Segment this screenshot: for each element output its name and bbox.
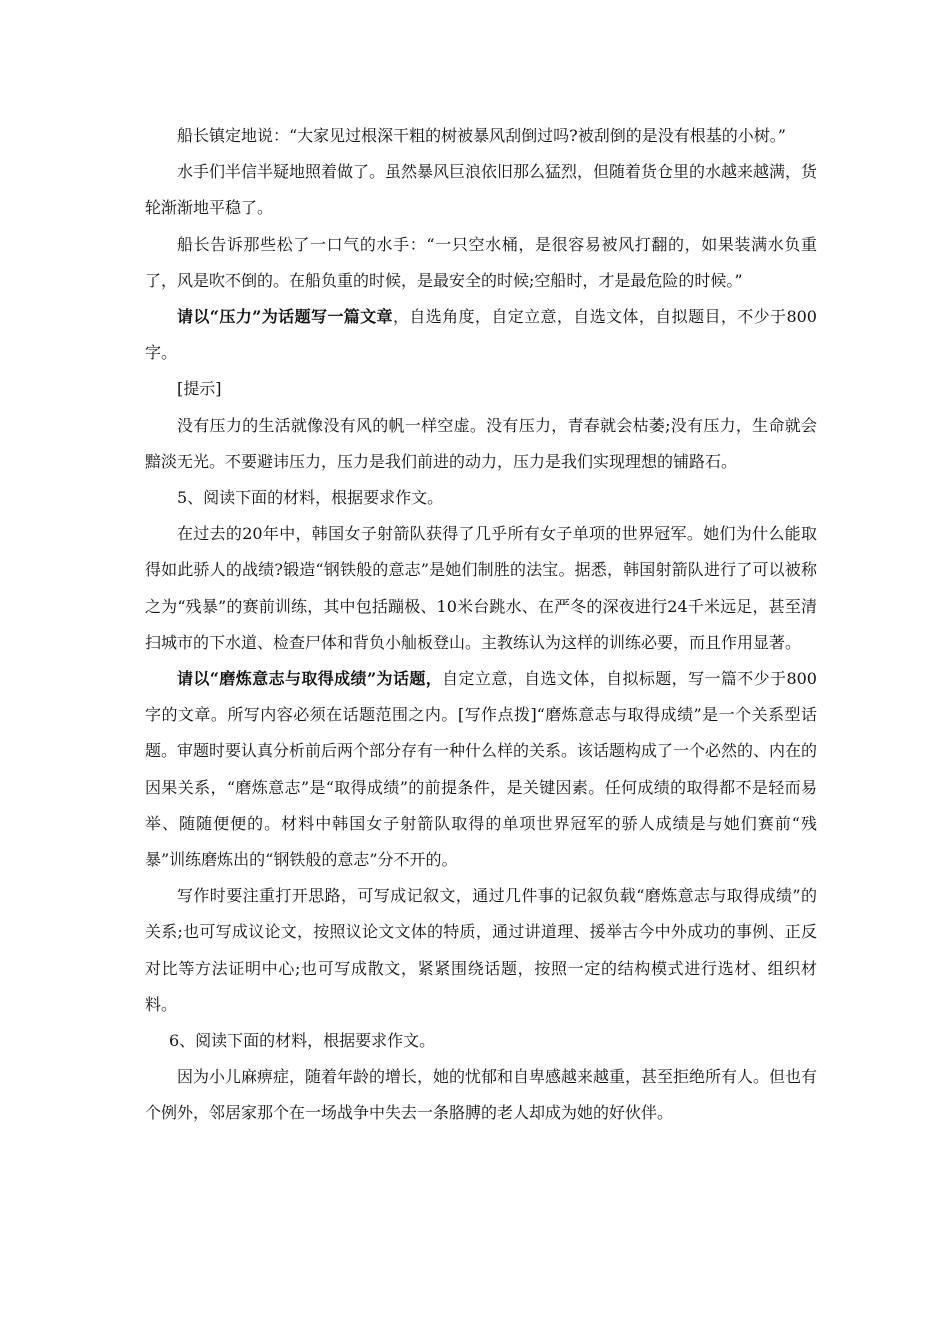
paragraph-2	[145, 154, 817, 226]
paragraph-9-prompt	[145, 661, 817, 878]
paragraph-1-text: 船长镇定地说：“大家见过根深干粗的树被暴风刮倒过吗?被刮倒的是没有根基的小树。”	[177, 126, 786, 145]
paragraph-2-text: 水手们半信半疑地照着做了。虽然暴风巨浪依旧那么猛烈，但随着货仓里的水越来越满，货轮渐渐地平稳了。	[145, 162, 818, 218]
paragraph-10	[145, 878, 817, 1023]
paragraph-8-text: 在过去的20年中，韩国女子射箭队获得了几乎所有女子单项的世界冠军。她们为什么能取得如此骄人的战绩?锻造“钢铁般的意志”是她们制胜的法宝。据悉，韩国射箭队进行了可以被称之为“残暴”的赛前训练，其中包括蹦极、10米台跳水、在严冬的深夜进行24千米远足，甚至清扫城市的下水道、检查尸体和背负小舢板登山。主教练认为这样的训练必要，而且作用显著。	[145, 524, 817, 652]
paragraph-11-text: 6、阅读下面的材料，根据要求作文。	[169, 1031, 436, 1051]
paragraph-5-hint-label	[145, 371, 817, 407]
paragraph-5-text: [提示]	[177, 379, 222, 399]
paragraph-7-text: 5、阅读下面的材料，根据要求作文。	[177, 488, 444, 508]
paragraph-6-text: 没有压力的生活就像没有风的帆一样空虚。没有压力，青春就会枯萎;没有压力，生命就会黯淡无光。不要避讳压力，压力是我们前进的动力，压力是我们实现理想的铺路石。	[145, 415, 817, 471]
paragraph-7-question-5	[145, 480, 817, 516]
paragraph-6	[145, 408, 817, 480]
paragraph-11-question-6	[145, 1023, 817, 1059]
paragraph-9-text: 自定立意，自选文体，自拟标题，写一篇不少于800字的文章。所写内容必须在话题范围之内。[写作点拨]“磨炼意志与取得成绩”是一个关系型话题。审题时要认真分析前后两个部分存有一种什么样的关系。该话题构成了一个必然的、内在的因果关系，“磨炼意志”是“取得成绩”的前提条件，是关键因素。任何成绩的取得都不是轻而易举、随随便便的。材料中韩国女子射箭队取得的单项世界冠军的骄人成绩是与她们赛前“残暴”训练磨炼出的“钢铁般的意志”分不开的。	[145, 669, 818, 870]
paragraph-8	[145, 516, 817, 661]
paragraph-10-text: 写作时要注重打开思路，可写成记叙文，通过几件事的记叙负载“磨炼意志与取得成绩”的关系;也可写成议论文，按照议论文文体的特质，通过讲道理、援举古今中外成功的事例、正反对比等方法证明中心;也可写成散文，紧紧围绕话题，按照一定的结构模式进行选材、组织材料。	[145, 886, 817, 1014]
paragraph-12-text: 因为小儿麻痹症，随着年龄的增长，她的忧郁和自卑感越来越重，甚至拒绝所有人。但也有个例外，邻居家那个在一场战争中失去一条胳膊的老人却成为她的好伙伴。	[145, 1067, 818, 1123]
paragraph-4-text: ，自选角度，自定立意，自选文体，自拟题目，不少于800字。	[145, 307, 817, 363]
paragraph-4-prompt	[145, 299, 817, 371]
paragraph-3	[145, 227, 817, 299]
paragraph-1	[145, 118, 817, 154]
paragraph-9-bold: 请以“磨炼意志与取得成绩”为话题，	[177, 669, 443, 689]
paragraph-3-text: 船长告诉那些松了一口气的水手：“一只空水桶，是很容易被风打翻的，如果装满水负重了，风是吹不倒的。在船负重的时候，是最安全的时候;空船时，才是最危险的时候。”	[145, 234, 817, 290]
paragraph-12	[145, 1059, 817, 1131]
document-page	[145, 118, 817, 1132]
paragraph-4-bold: 请以“压力”为话题写一篇文章	[177, 307, 393, 327]
